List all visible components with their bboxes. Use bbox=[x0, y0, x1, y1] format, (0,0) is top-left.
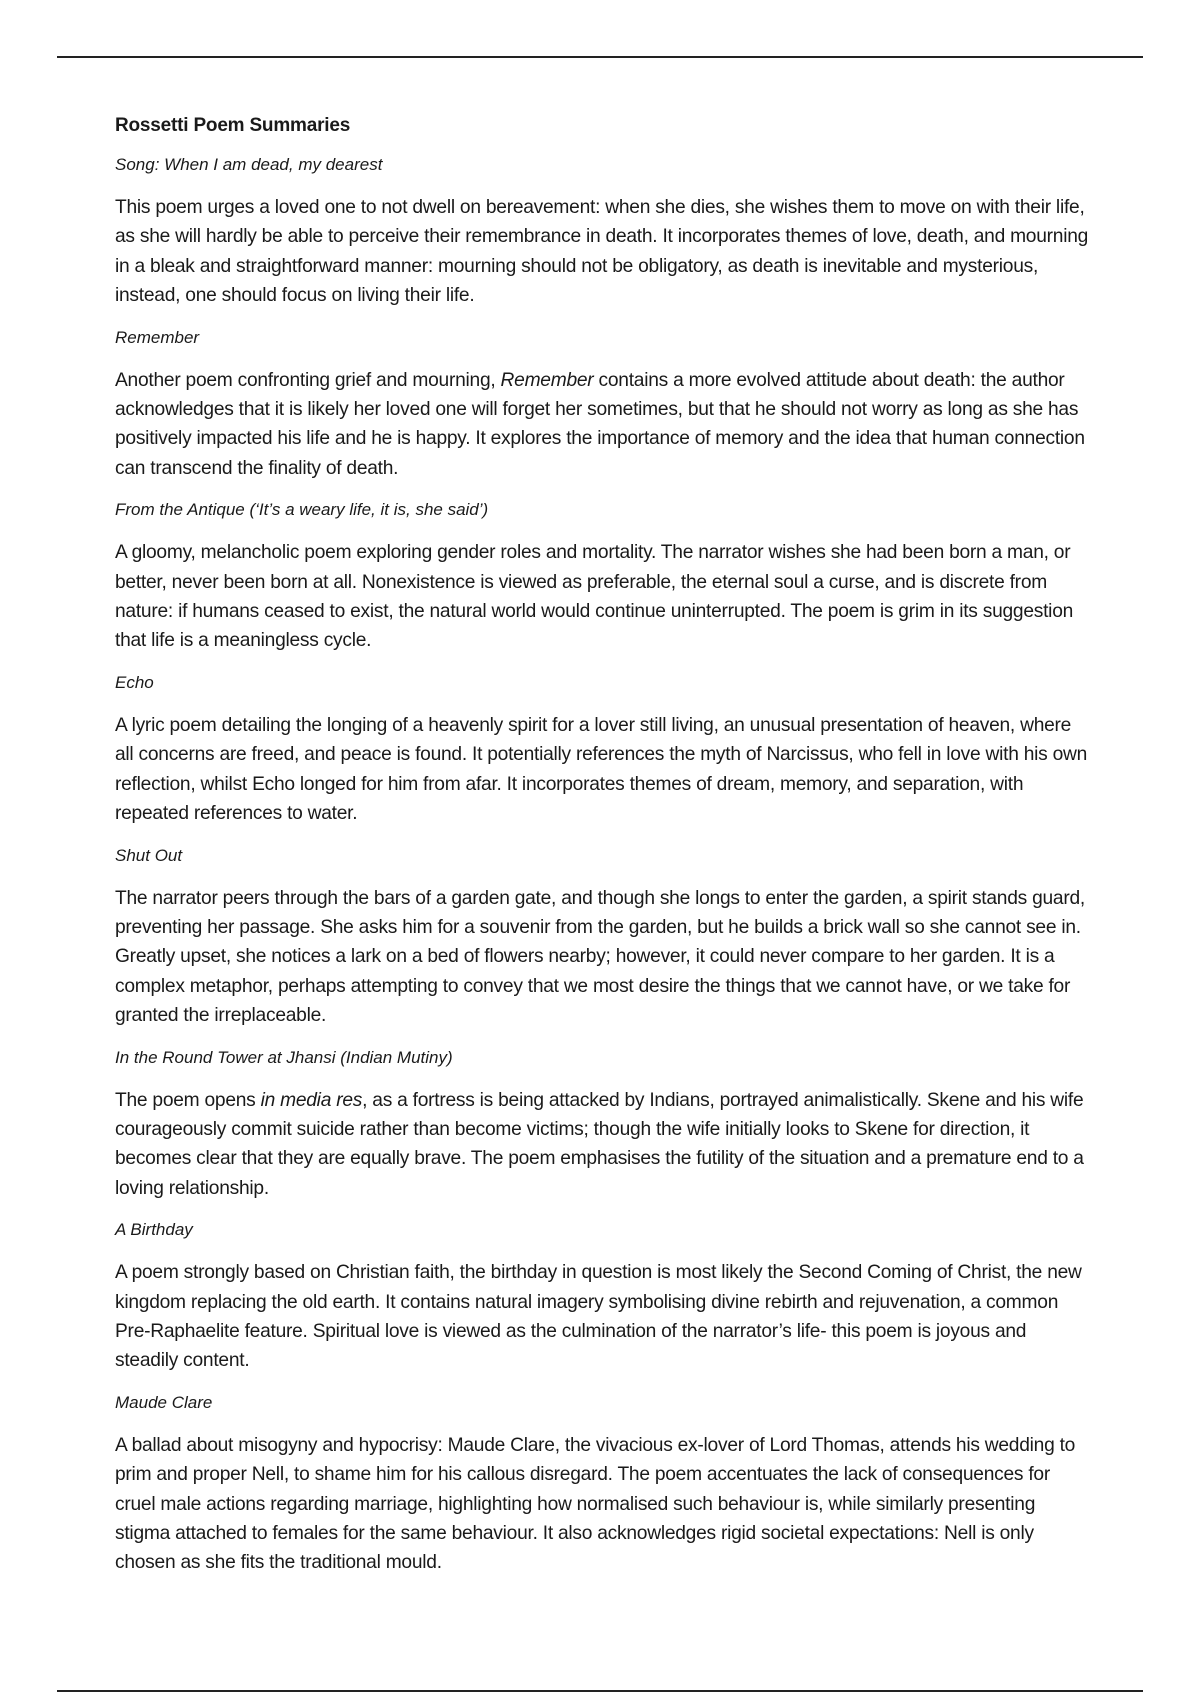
poem-title: Shut Out bbox=[115, 845, 183, 865]
summary-emphasis: Remember bbox=[500, 369, 594, 391]
header-rule bbox=[57, 56, 1143, 58]
poem-section bbox=[115, 1393, 1090, 1578]
poem-title: A Birthday bbox=[115, 1220, 193, 1240]
poem-title: Maude Clare bbox=[115, 1392, 213, 1412]
poem-summary: A gloomy, melancholic poem exploring gender roles and mortality. The narrator wishes she had been born a man, or better, never been born at all. Nonexistence is viewed as preferable, the eternal soul a curse, and is discrete from nature: if humans ceased to exist, the natural world would continue uninterrupted. The poem is grim in its suggestion that life is a meaningless cycle. bbox=[115, 542, 1074, 652]
poem-summary bbox=[115, 366, 1090, 484]
poem-summary bbox=[115, 1086, 1090, 1204]
poem-summary: The narrator peers through the bars of a garden gate, and though she longs to enter the garden, a spirit stands guard, preventing her passage. She asks him for a souvenir from the garden, but he builds a brick wall so she cannot see in. Greatly upset, she notices a lark on a bed of flowers nearby; however, it could never compare to her garden. It is a complex metaphor, perhaps attempting to convey that we most desire the things that we cannot have, or we take for granted the irreplaceable. bbox=[115, 887, 1085, 1027]
summary-text: Another poem confronting grief and mourning, bbox=[115, 369, 501, 391]
poem-title: In the Round Tower at Jhansi (Indian Mutiny) bbox=[115, 1047, 453, 1067]
poem-section bbox=[115, 673, 1090, 829]
document-body bbox=[115, 115, 1090, 1595]
summary-text: The poem opens bbox=[115, 1089, 261, 1111]
poem-title: Song: When I am dead, my dearest bbox=[115, 155, 383, 174]
poem-summary: This poem urges a loved one to not dwell on bereavement: when she dies, she wishes them to move on with their life, as she will hardly be able to perceive their remembrance in death. It incorporates themes of love, death, and mourning in a bleak and straightforward manner: mourning should not be obligatory, as death is inevitable and mysterious, instead, one should focus on living their life. bbox=[115, 197, 1089, 307]
poem-section bbox=[115, 846, 1090, 1031]
poem-section bbox=[115, 328, 1090, 484]
poem-section bbox=[115, 155, 1090, 311]
poem-title: Echo bbox=[115, 672, 154, 692]
poem-title: Remember bbox=[115, 327, 200, 347]
poem-summary: A ballad about misogyny and hypocrisy: Maude Clare, the vivacious ex-lover of Lord Thomas, attends his wedding to prim and proper Nell, to shame him for his callous disregard. The poem accentuates the lack of consequences for cruel male actions regarding marriage, highlighting how normalised such behaviour is, while similarly presenting stigma attached to females for the same behaviour. It also acknowledges rigid societal expectations: Nell is only chosen as she fits the traditional mould. bbox=[115, 1434, 1076, 1574]
poem-section bbox=[115, 1048, 1090, 1204]
summary-text: , as a fortress is being attacked by Indians, portrayed animalistically. Skene and his wife courageously commit suicide rather than become victims; though the wife initially looks to Skene for direction, it becomes clear that they are equally brave. The poem emphasises the futility of the situation and a premature end to a loving relationship. bbox=[115, 1089, 1084, 1199]
poem-summary: A poem strongly based on Christian faith, the birthday in question is most likely the Second Coming of Christ, the new kingdom replacing the old earth. It contains natural imagery symbolising divine rebirth and rejuvenation, a common Pre-Raphaelite feature. Spiritual love is viewed as the culmination of the narrator’s life- this poem is joyous and steadily content. bbox=[115, 1262, 1082, 1372]
footer-rule bbox=[57, 1690, 1143, 1692]
document-title: Rossetti Poem Summaries bbox=[115, 115, 351, 136]
poem-section bbox=[115, 1220, 1090, 1376]
summary-text: contains a more evolved attitude about death: the author acknowledges that it is likely her loved one will forget her sometimes, but that he should not worry as long as she has positively impacted his life and he is happy. It explores the importance of memory and the idea that human connection can transcend the finality of death. bbox=[115, 369, 1085, 479]
poem-title: From the Antique (‘It’s a weary life, it is, she said’) bbox=[115, 500, 489, 520]
summary-emphasis: in media res bbox=[260, 1089, 363, 1111]
poem-summary: A lyric poem detailing the longing of a heavenly spirit for a lover still living, an unusual presentation of heaven, where all concerns are freed, and peace is found. It potentially references the myth of Narcissus, who fell in love with his own reflection, whilst Echo longed for him from afar. It incorporates themes of dream, memory, and separation, with repeated references to water. bbox=[115, 714, 1088, 825]
poem-section bbox=[115, 500, 1090, 656]
